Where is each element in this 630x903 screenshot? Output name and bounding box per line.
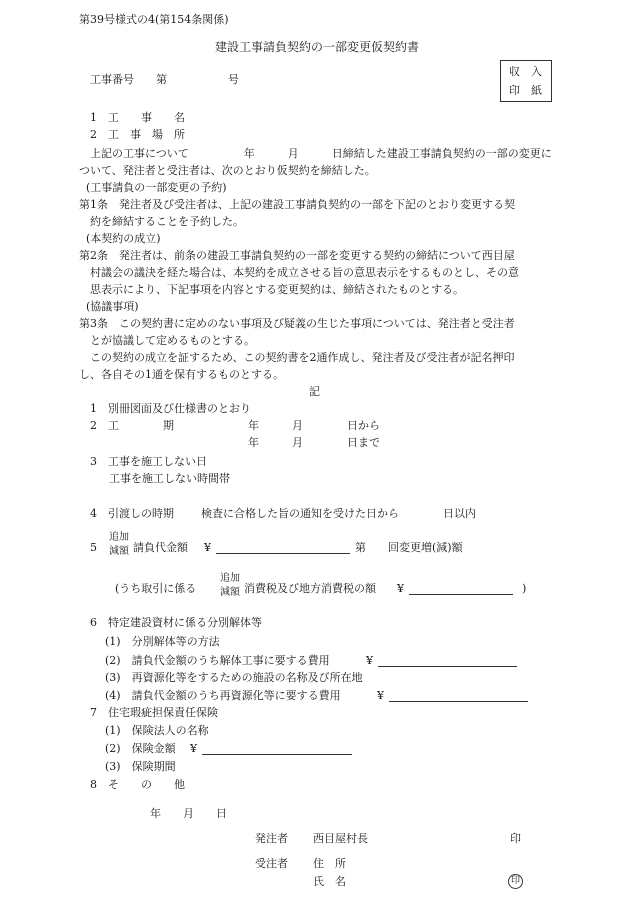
article2-line2: 村議会の議決を経た場合は、本契約を成立させる旨の意思表示をするものとし、その意 bbox=[90, 266, 519, 279]
list-item-5-tail: 第 回変更増(減)額 bbox=[355, 541, 463, 554]
list-item-3b: 工事を施工しない時間帯 bbox=[109, 472, 230, 485]
list-item-6-1: (1) 分別解体等の方法 bbox=[105, 635, 220, 648]
list-item-6-4: (4) 請負代金額のうち再資源化等に要する費用 bbox=[105, 689, 341, 702]
list-item-7-1: (1) 保険法人の名称 bbox=[105, 724, 209, 737]
list-item-5-label: 請負代金額 bbox=[133, 541, 188, 554]
list-item-4-text: 検査に合格した旨の通知を受けた日から 日以内 bbox=[201, 507, 476, 520]
list-item-7-3: (3) 保険期間 bbox=[105, 760, 176, 773]
list-item-3a: 3 工事を施工しない日 bbox=[90, 455, 207, 468]
insurance-amount-line bbox=[202, 754, 352, 755]
item-project-site: 2 工 事 場 所 bbox=[90, 128, 185, 141]
article1-line2: 約を締結することを予約した。 bbox=[90, 215, 244, 228]
list-item-7-2: (2) 保険金額 bbox=[105, 742, 176, 755]
tax-yen: ¥ bbox=[397, 582, 404, 595]
revenue-stamp-box bbox=[500, 60, 552, 102]
list-item-6-4-yen: ¥ bbox=[377, 689, 384, 702]
ki-heading: 記 bbox=[309, 385, 320, 398]
list-item-5-number: 5 bbox=[90, 541, 97, 554]
stamp-box-line2: 印 紙 bbox=[509, 84, 542, 97]
article3-line2: とが協議して定めるものとする。 bbox=[90, 334, 255, 347]
tax-label: 消費税及び地方消費税の額 bbox=[244, 582, 376, 595]
article2-line1: 第2条 発注者は、前条の建設工事請負契約の一部を変更する契約の締結について西目屋 bbox=[79, 249, 515, 262]
project-number-label: 工事番号 bbox=[90, 73, 134, 86]
article2-heading: (本契約の成立) bbox=[86, 232, 161, 245]
contract-amount-line bbox=[216, 553, 350, 554]
article1-line1: 第1条 発注者及び受注者は、上記の建設工事請負契約の一部を下記のとおり変更する契 bbox=[79, 198, 515, 211]
project-number-suffix: 号 bbox=[228, 73, 239, 86]
tax-close: ) bbox=[522, 582, 527, 595]
intro-line2: ついて、発注者と受注者は、次のとおり仮契約を締結した。 bbox=[79, 164, 376, 177]
list-item-6-2-yen: ¥ bbox=[366, 654, 373, 667]
list-item-6: 6 特定建設資材に係る分別解体等 bbox=[90, 616, 262, 629]
date-line: 年 月 日 bbox=[150, 807, 227, 820]
list-item-5-sub: 減額 bbox=[109, 546, 129, 557]
list-item-2-from: 年 月 日から bbox=[248, 419, 380, 432]
article2-line3: 思表示により、下記事項を内容とする変更契約は、締結されたものとする。 bbox=[90, 283, 464, 296]
list-item-8: 8 そ の 他 bbox=[90, 778, 185, 791]
list-item-4-label: 4 引渡しの時期 bbox=[90, 507, 174, 520]
tax-add: 追加 bbox=[220, 573, 240, 584]
item-project-name: 1 工 事 名 bbox=[90, 111, 185, 124]
article1-heading: (工事請負の一部変更の予約) bbox=[86, 181, 227, 194]
closing-line2: し、各自その1通を保有するものとする。 bbox=[79, 368, 284, 381]
orderer-seal: 印 bbox=[510, 832, 521, 845]
list-item-1: 1 別冊図面及び仕様書のとおり bbox=[90, 402, 251, 415]
tax-sub: 減額 bbox=[220, 587, 240, 598]
article3-heading: (協議事項) bbox=[86, 300, 139, 313]
list-item-2-label: 2 工 期 bbox=[90, 419, 174, 432]
demolition-cost-line bbox=[378, 666, 517, 667]
list-item-5-yen: ¥ bbox=[204, 541, 211, 554]
list-item-6-2: (2) 請負代金額のうち解体工事に要する費用 bbox=[105, 654, 330, 667]
intro-line1: 上記の工事について 年 月 日締結した建設工事請負契約の一部の変更に bbox=[90, 147, 552, 160]
stamp-box-line1: 収 入 bbox=[509, 65, 542, 78]
page-title: 建設工事請負契約の一部変更仮契約書 bbox=[215, 40, 420, 54]
contractor-name-label: 氏 名 bbox=[313, 875, 346, 888]
contractor-address-label: 住 所 bbox=[313, 857, 346, 870]
closing-line1: この契約の成立を証するため、この契約書を2通作成し、発注者及び受注者が記名押印 bbox=[90, 351, 515, 364]
list-item-5-add: 追加 bbox=[109, 532, 129, 543]
project-number-prefix: 第 bbox=[156, 73, 167, 86]
tax-prefix: (うち取引に係る bbox=[115, 582, 197, 595]
list-item-7-2-yen: ¥ bbox=[190, 742, 197, 755]
article3-line1: 第3条 この契約書に定めのない事項及び疑義の生じた事項については、発注者と受注者 bbox=[79, 317, 515, 330]
form-number: 第39号様式の4(第154条関係) bbox=[79, 13, 229, 26]
list-item-6-3: (3) 再資源化等をするための施設の名称及び所在地 bbox=[105, 671, 363, 684]
list-item-2-to: 年 月 日まで bbox=[248, 436, 380, 449]
list-item-7: 7 住宅瑕疵担保責任保険 bbox=[90, 706, 218, 719]
contractor-seal: 印 bbox=[508, 874, 523, 889]
orderer-name: 西目屋村長 bbox=[313, 832, 368, 845]
recycling-cost-line bbox=[389, 701, 528, 702]
tax-amount-line bbox=[409, 594, 513, 595]
contractor-label: 受注者 bbox=[255, 857, 288, 870]
orderer-label: 発注者 bbox=[255, 832, 288, 845]
